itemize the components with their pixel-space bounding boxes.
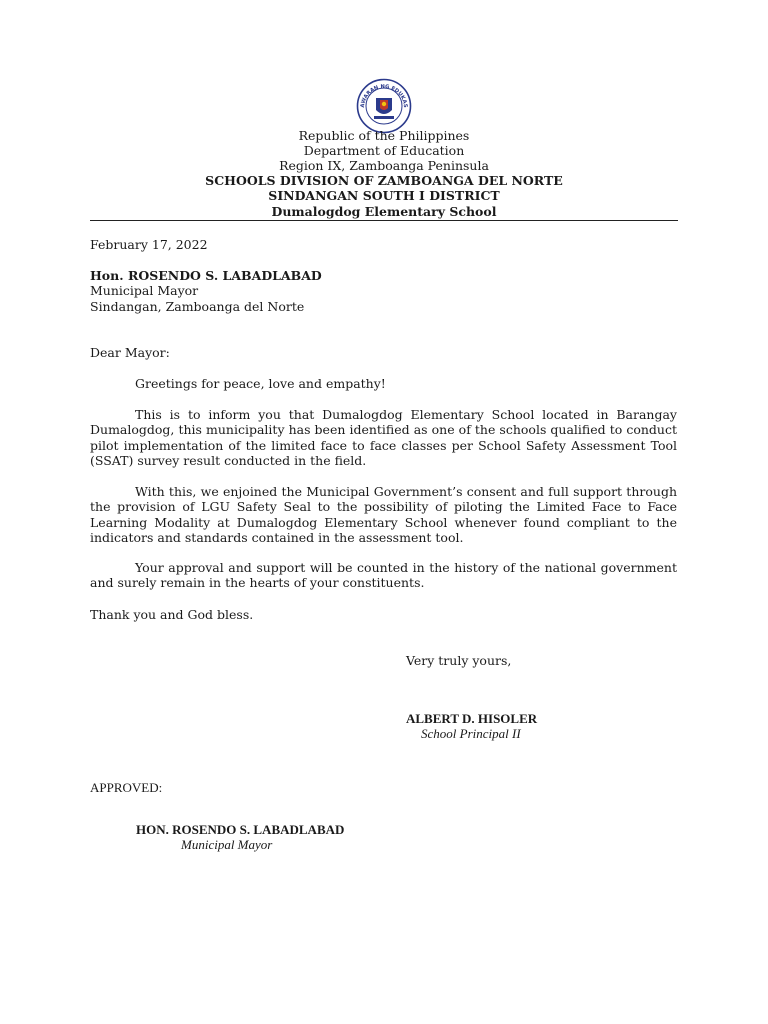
recipient-title: Municipal Mayor xyxy=(90,283,199,298)
approver-name: HON. ROSENDO S. LABADLABAD xyxy=(136,822,345,837)
thanks-line: Thank you and God bless. xyxy=(90,607,254,622)
closing: Very truly yours, xyxy=(406,653,512,668)
header-country: Republic of the Philippines xyxy=(298,128,470,143)
approved-label: APPROVED: xyxy=(90,780,163,795)
body-paragraph: Greetings for peace, love and empathy! xyxy=(135,376,386,391)
body-paragraph: Your approval and support will be counted in the history of the national government and surely remain in the hearts of your constituents. xyxy=(90,560,677,591)
approver-title: Municipal Mayor xyxy=(181,837,273,852)
signatory-title: School Principal II xyxy=(421,726,521,741)
recipient-name: Hon. ROSENDO S. LABADLABAD xyxy=(90,268,322,283)
header-divider xyxy=(90,220,678,221)
header-region: Region IX, Zamboanga Peninsula xyxy=(279,158,489,173)
salutation: Dear Mayor: xyxy=(90,345,170,360)
header-division: SCHOOLS DIVISION OF ZAMBOANGA DEL NORTE xyxy=(205,173,563,188)
header-department: Department of Education xyxy=(303,143,465,158)
letter-date: February 17, 2022 xyxy=(90,237,208,252)
header-district: SINDANGAN SOUTH I DISTRICT xyxy=(268,188,500,203)
body-paragraph: With this, we enjoined the Municipal Government’s consent and full support through the provision of LGU Safety Seal to the possibility of piloting the Limited Face to Face Learning Modality at Dumalogdog Elementary School whenever found compliant to the indicators and standards contained in the assessment tool. xyxy=(90,484,677,546)
deped-seal xyxy=(356,78,412,134)
header-school: Dumalogdog Elementary School xyxy=(271,204,497,219)
svg-text:KAGAWARAN NG EDUKASYON: AWARAN NG EDUKAS xyxy=(359,83,409,108)
body-paragraph: This is to inform you that Dumalogdog Elementary School located in Barangay Dumalogdog, this municipality has been identified as one of the schools qualified to conduct pilot implementation of the limited face to face classes per School Safety Assessment Tool (SSAT) survey result conducted in the field. xyxy=(90,407,677,469)
deped-seal-icon xyxy=(356,78,412,134)
recipient-address: Sindangan, Zamboanga del Norte xyxy=(90,299,305,314)
signatory-name: ALBERT D. HISOLER xyxy=(406,711,538,726)
